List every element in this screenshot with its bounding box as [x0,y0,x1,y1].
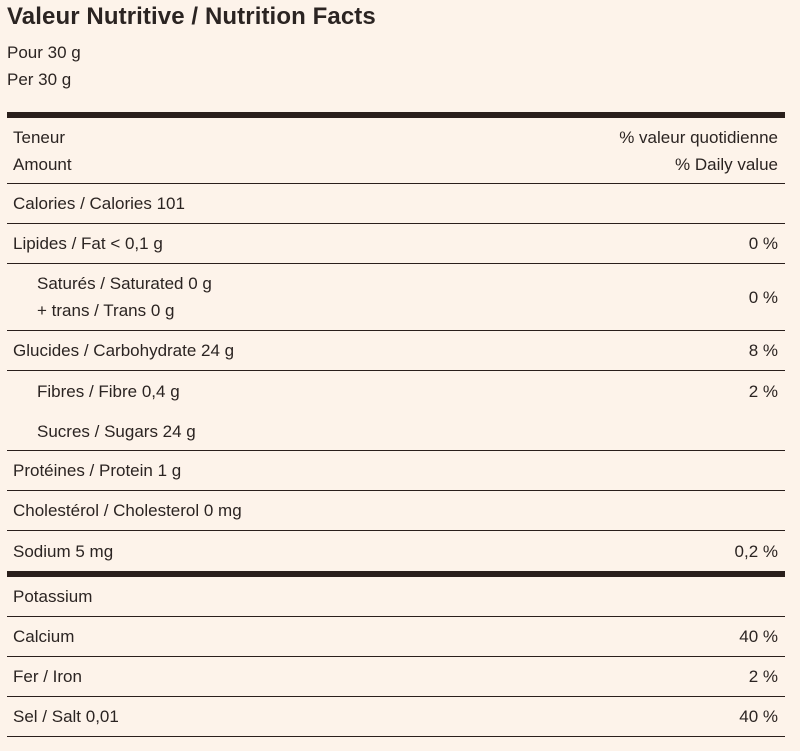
nutrient-label: Fibres / Fibre 0,4 g [37,381,180,401]
nutrient-row-sodium [7,531,785,571]
nutrient-row-salt [7,697,785,737]
nutrient-row-calories [7,184,785,224]
nutrient-label: Glucides / Carbohydrate 24 g [13,341,235,360]
column-header-row [7,118,785,184]
nutrient-label: Protéines / Protein 1 g [13,461,182,480]
serving-size [7,39,785,93]
serving-size-en: Per 30 g [7,70,72,89]
nutrient-label: Calcium [13,627,75,646]
nutrient-row-calcium [7,617,785,657]
nutrient-group-fibre-sugars [7,371,785,451]
nutrient-row-fibre [13,371,778,411]
daily-value: 2 % [748,381,778,401]
nutrition-title: Valeur Nutritive / Nutrition Facts [7,3,376,30]
nutrient-label: Potassium [13,587,93,606]
nutrient-row-carbohydrate [7,331,785,371]
serving-size-fr: Pour 30 g [7,43,81,62]
nutrient-row-cholesterol [7,491,785,531]
nutrient-row-iron [7,657,785,697]
nutrient-row-sugars [13,411,778,451]
nutrient-row-potassium [7,577,785,617]
nutrient-label: Calories / Calories 101 [13,194,185,213]
nutrition-facts-panel [7,0,785,737]
nutrient-row-saturated-trans [7,264,785,331]
nutrient-label: Lipides / Fat < 0,1 g [13,234,163,253]
daily-value: 0,2 % [734,541,778,561]
nutrient-label: Saturés / Saturated 0 g [37,274,212,293]
daily-value: 0 % [748,287,778,307]
daily-value: 2 % [748,667,778,686]
daily-value: 40 % [739,627,778,646]
nutrient-label: Sodium 5 mg [13,541,114,561]
daily-value: 40 % [739,707,778,726]
nutrient-row-protein [7,451,785,491]
daily-value-header-fr: % valeur quotidienne [619,127,778,147]
nutrient-label: Sucres / Sugars 24 g [37,421,196,441]
daily-value-header-en: % Daily value [675,154,778,174]
nutrient-label: Sel / Salt 0,01 [13,707,119,726]
amount-header-en: Amount [13,154,72,174]
nutrient-label-trans: + trans / Trans 0 g [37,301,175,320]
daily-value: 0 % [748,234,778,253]
nutrient-label: Cholestérol / Cholesterol 0 mg [13,501,242,520]
nutrient-label: Fer / Iron [13,667,82,686]
amount-header-fr: Teneur [13,127,65,147]
nutrient-row-fat [7,224,785,264]
daily-value: 8 % [748,341,778,360]
